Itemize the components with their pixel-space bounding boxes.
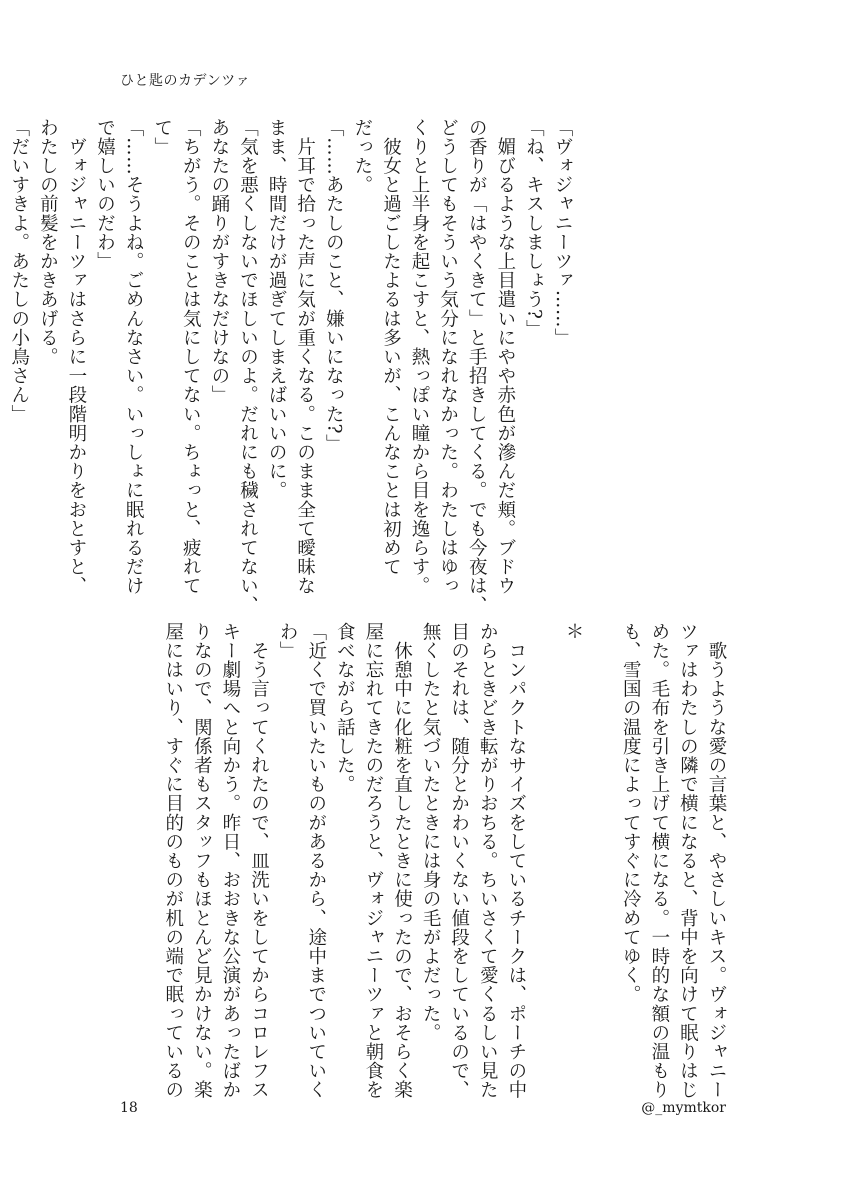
text-line: わ」 — [277, 622, 299, 661]
text-block-top — [8, 118, 576, 615]
text-line: そう言ってくれたので、皿洗いをしてからコロレフス — [248, 622, 270, 1100]
text-line: 食べながら話した。 — [334, 622, 356, 794]
text-line: 媚びるような上目遣いにやや赤色が滲んだ頬。ブドウ — [494, 118, 516, 596]
text-line: も、雪国の温度によってすぐに冷めてゆく。 — [620, 622, 642, 1004]
text-line: て」 — [151, 118, 173, 157]
text-block-bottom — [118, 622, 730, 1100]
text-line: まま、時間だけが過ぎてしまえばいいのに。 — [266, 118, 288, 500]
text-line: で嬉しいのだわ」 — [94, 118, 116, 271]
text-line: 「だいすきよ。あたしの小鳥さん」 — [8, 118, 30, 424]
text-line: わたしの前髪をかきあげる。 — [37, 118, 59, 367]
text-line: 「ね、キスしましょう?」 — [523, 118, 545, 339]
text-line: 無くしたと気づいたときには身の毛がよだった。 — [420, 622, 442, 1043]
text-line: あなたの踊りがすきなだけなの」 — [208, 118, 230, 405]
text-line: だった。 — [351, 118, 373, 195]
text-line: からときどき転がりおちる。ちいさくて愛くるしい見た — [477, 622, 499, 1100]
text-line: キー劇場へと向かう。昨日、おおきな公演があったばか — [219, 622, 241, 1100]
text-line: りなので、関係者もスタッフもほとんど見かけない。楽 — [191, 622, 213, 1100]
text-line: どうしてもそういう気分になれなかった。わたしはゆっ — [437, 118, 459, 596]
page-number: 18 — [120, 1100, 138, 1116]
text-line: 目のそれは、随分とかわいくない値段をしているので、 — [448, 622, 470, 1100]
text-line: 「気を悪くしないでほしいのよ。だれにも穢されてない、 — [237, 118, 259, 615]
running-head: ひと匙のカデンツァ — [120, 73, 251, 89]
text-line: 彼女と過ごしたよるは多いが、こんなことは初めて — [380, 118, 402, 577]
section-break-asterisk: ＊ — [563, 622, 585, 642]
text-line: 「ヴォジャニーツァ……」 — [552, 118, 573, 348]
text-line: ヴォジャニーツァはさらに一段階明かりをおとすと、 — [65, 118, 87, 596]
text-line: 片耳で拾った声に気が重くなる。このまま全て曖昧な — [294, 118, 316, 596]
text-line: 「……あたしのこと、嫌いになった?」 — [323, 118, 345, 454]
blank-line — [530, 622, 559, 1092]
text-line: 「ちがう。そのことは気にしてない。ちょっと、疲れて — [180, 118, 202, 596]
text-line: めた。毛布を引き上げて横になる。一時的な額の温もり — [648, 622, 670, 1100]
blank-line — [587, 622, 616, 1092]
text-line: 歌うような愛の言葉と、やさしいキス。ヴォジャニー — [706, 622, 727, 1100]
text-line: ツァはわたしの隣で横になると、背中を向けて眠りはじ — [677, 622, 699, 1100]
text-line: 「近くで買いたいものがあるから、途中までついていく — [305, 622, 327, 1100]
text-line: くりと上半身を起こすと、熱っぽい瞳から目を逸らす。 — [409, 118, 431, 596]
text-line: 休憩中に化粧を直したときに使ったので、おそらく楽 — [391, 622, 413, 1100]
text-line: 屋に忘れてきたのだろうと、ヴォジャニーツァと朝食を — [362, 622, 384, 1100]
text-line: 屋にはいり、すぐに目的のものが机の端で眠っているの — [162, 622, 184, 1100]
text-line: 「……そうよね。ごめんなさい。いっしょに眠れるだけ — [123, 118, 145, 596]
text-line: コンパクトなサイズをしているチークは、ポーチの中 — [505, 622, 527, 1100]
text-line: の香りが「はやくきて」と手招きしてくる。でも今夜は、 — [466, 118, 488, 615]
author-handle: @_mymtkor — [641, 1100, 726, 1116]
